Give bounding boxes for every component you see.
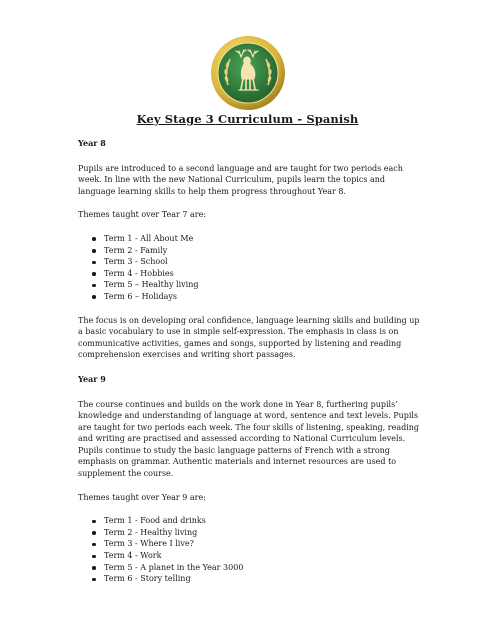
list-item: Term 1 - All About Me bbox=[94, 233, 424, 245]
list-item: Term 3 - School bbox=[94, 256, 424, 268]
year9-heading: Year 9 bbox=[78, 373, 106, 384]
list-item: Term 3 - Where I live? bbox=[94, 538, 424, 550]
list-item: Term 2 - Family bbox=[94, 245, 424, 257]
list-item: Term 1 - Food and drinks bbox=[94, 515, 424, 527]
year8-intro: Pupils are introduced to a second language and are taught for two periods each week. In line with the new National Curriculum, pupils learn the topics and language learning skills to help them progress throughout Year 8. bbox=[78, 163, 403, 196]
list-item: Term 5 – Healthy living bbox=[94, 279, 424, 291]
list-item: Term 6 – Holidays bbox=[94, 291, 424, 303]
list-item: Term 6 - Story telling bbox=[94, 573, 424, 585]
document-body bbox=[78, 138, 424, 585]
list-item: Term 5 - A planet in the Year 3000 bbox=[94, 562, 424, 574]
year9-terms-list bbox=[78, 515, 424, 585]
year9-intro: The course continues and builds on the work done in Year 8, furthering pupils’ knowledge and understanding of language at word, sentence and text levels. Pupils are taught for two periods each week. The four skills of listening, speaking, reading and writing are practised and assessed according to National Curriculum levels. Pupils continue to study the basic language patterns of French with a strong emphasis on grammar. Authentic materials and internet resources are used to supplement the course. bbox=[78, 399, 420, 479]
year9-themes-intro: Themes taught over Year 9 are: bbox=[78, 492, 206, 502]
year8-themes-intro: Themes taught over Tear 7 are: bbox=[78, 210, 207, 220]
year8-terms-list bbox=[78, 233, 424, 303]
school-crest-icon bbox=[210, 35, 286, 111]
list-item: Term 4 - Hobbies bbox=[94, 268, 424, 280]
document-title: Key Stage 3 Curriculum - Spanish bbox=[136, 112, 359, 126]
year8-heading: Year 8 bbox=[78, 138, 106, 148]
year8-focus: The focus is on developing oral confidence, language learning skills and building up a basic vocabulary to use in simple self-expression. The emphasis in class is on communicative activities, games and songs, supported by listening and reading comprehension exercises and writing short passages. bbox=[78, 315, 420, 360]
list-item: Term 2 - Healthy living bbox=[94, 527, 424, 539]
list-item: Term 4 - Work bbox=[94, 550, 424, 562]
